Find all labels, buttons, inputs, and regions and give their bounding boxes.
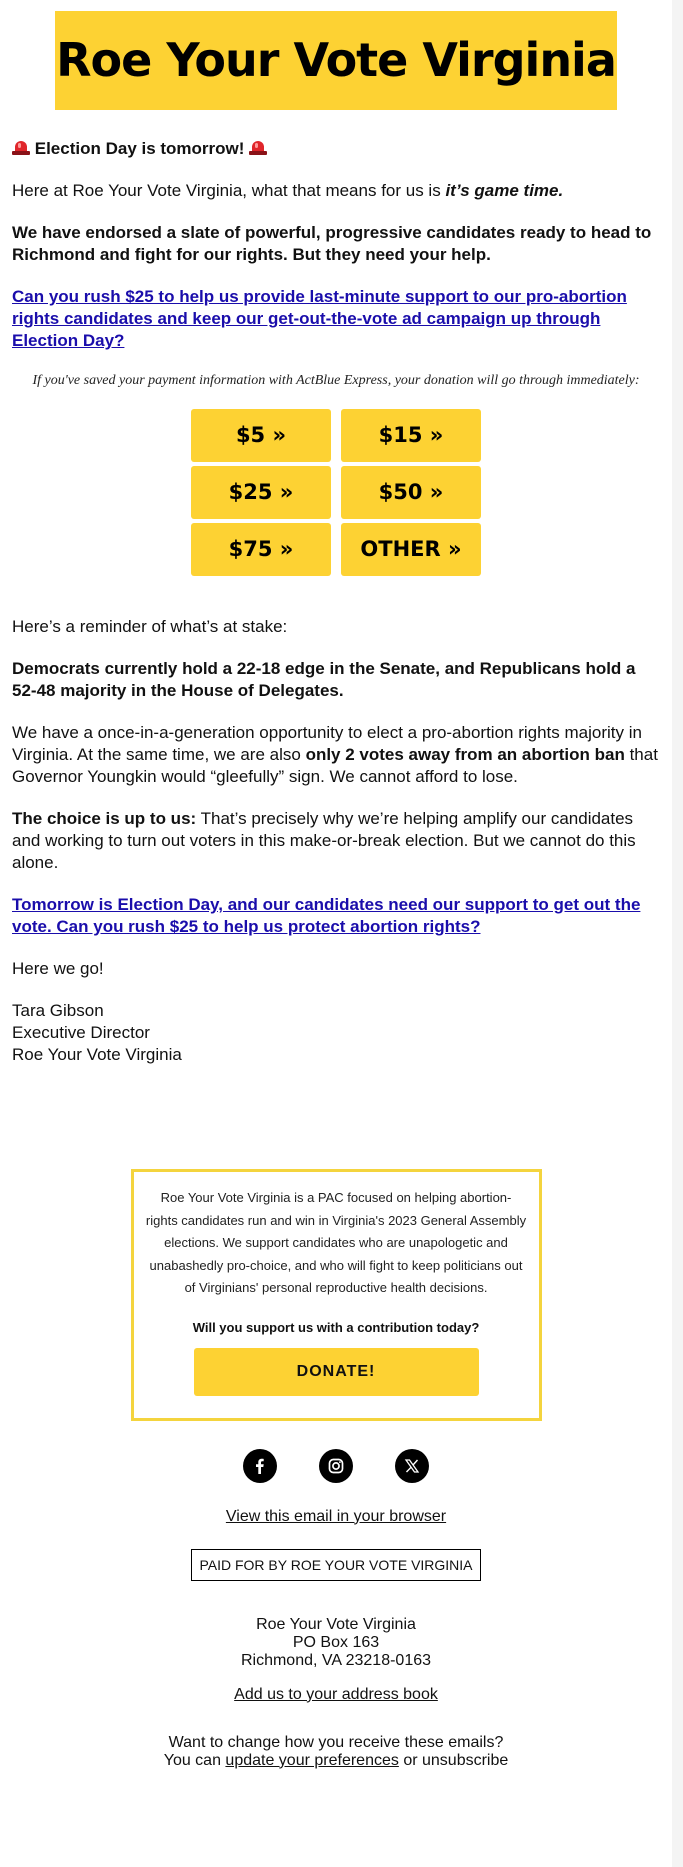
endorse-paragraph: We have endorsed a slate of powerful, progressive candidates ready to head to Richmond and fight for our rights. But they need your help. [12, 223, 652, 264]
intro-paragraph [12, 180, 660, 202]
signature-title: Executive Director [12, 1023, 150, 1042]
address-line-3: Richmond, VA 23218-0163 [240, 1651, 432, 1669]
donate-25-button[interactable]: $25 » [191, 466, 331, 519]
actblue-note: If you've saved your payment information with ActBlue Express, your donation will go through immediately: [32, 373, 640, 388]
prefs-question: Want to change how you receive these emails? [168, 1733, 504, 1751]
brand-banner: Roe Your Vote Virginia [55, 11, 617, 110]
opportunity-text-end: that Governor Youngkin would “gleefully” sign. We cannot afford to lose. [12, 745, 658, 786]
prefs-unsubscribe: or unsubscribe [398, 1751, 509, 1769]
donate-link-bottom[interactable]: Tomorrow is Election Day, and our candidates need our support to get out the vote. Can you rush $25 to help us protect abortion rights? [12, 895, 641, 936]
donate-50-button[interactable]: $50 » [341, 466, 481, 519]
paid-for-wrap [0, 1549, 672, 1581]
prefs-line [0, 1752, 672, 1770]
choice-text: That’s precisely why we’re helping amplify our candidates and working to turn out voters in this make-or-break election. But we cannot do this alone. [12, 809, 636, 872]
about-box [131, 1169, 542, 1421]
donate-link-paragraph [12, 286, 660, 352]
alert-text: Election Day is tomorrow! [34, 139, 245, 158]
opportunity-text: We have a once-in-a-generation opportunity to elect a pro-abortion rights majority in Virginia. At the same time, we are also [12, 723, 642, 764]
reminder-paragraph: Here’s a reminder of what’s at stake: [12, 617, 288, 636]
opportunity-paragraph [12, 722, 660, 788]
donate-5-button[interactable]: $5 » [191, 409, 331, 462]
stakes-paragraph: Democrats currently hold a 22-18 edge in the Senate, and Republicans hold a 52-48 majority in the House of Delegates. [12, 659, 636, 700]
closing-line: Here we go! [12, 959, 104, 978]
view-in-browser [0, 1508, 672, 1526]
donate-other-button[interactable]: OTHER » [341, 523, 481, 576]
signature-org: Roe Your Vote Virginia [12, 1045, 182, 1064]
choice-bold: The choice is up to us: [12, 809, 197, 828]
header [0, 0, 672, 110]
intro-emphasis: it’s game time. [445, 181, 564, 200]
message-content [0, 138, 672, 1066]
address-book-link[interactable]: Add us to your address book [234, 1685, 438, 1703]
about-text: Roe Your Vote Virginia is a PAC focused on helping abortion-rights candidates run and win in Virginia's 2023 General Assembly elections. We support candidates who are unapologetic and unabashedly pro-choice, and who will fight to keep politicians out of Virginians' personal reproductive health decisions. [145, 1190, 527, 1295]
address-book [0, 1686, 672, 1704]
donate-link-paragraph-2 [12, 894, 660, 938]
prefs-you-can: You can [163, 1751, 226, 1769]
address-line-2: PO Box 163 [292, 1633, 380, 1651]
choice-paragraph [12, 808, 660, 874]
preferences [0, 1734, 672, 1770]
support-ask: Will you support us with a contribution today? [192, 1319, 480, 1335]
donate-link-top[interactable]: Can you rush $25 to help us provide last-minute support to our pro-abortion rights candidates and keep our get-out-the-vote ad campaign up through Election Day? [12, 287, 627, 350]
paid-for-disclaimer: PAID FOR BY ROE YOUR VOTE VIRGINIA [191, 1549, 480, 1581]
social-links [0, 1449, 672, 1483]
signature [12, 1000, 660, 1066]
x-icon[interactable] [395, 1449, 429, 1483]
address-line-1: Roe Your Vote Virginia [256, 1615, 416, 1633]
opportunity-bold: only 2 votes away from an abortion ban [305, 745, 625, 764]
facebook-icon[interactable] [243, 1449, 277, 1483]
alert-line [12, 138, 660, 160]
donate-button[interactable]: DONATE! [194, 1348, 479, 1396]
donate-75-button[interactable]: $75 » [191, 523, 331, 576]
intro-text: Here at Roe Your Vote Virginia, what that means for us is [12, 181, 446, 200]
view-in-browser-link[interactable]: View this email in your browser [225, 1507, 447, 1525]
update-preferences-link[interactable]: update your preferences [225, 1751, 399, 1769]
siren-icon [249, 141, 267, 155]
donation-button-grid [191, 409, 481, 576]
signature-name: Tara Gibson [12, 1001, 104, 1020]
donate-15-button[interactable]: $15 » [341, 409, 481, 462]
instagram-icon[interactable] [319, 1449, 353, 1483]
siren-icon [12, 141, 30, 155]
mailing-address [0, 1616, 672, 1670]
